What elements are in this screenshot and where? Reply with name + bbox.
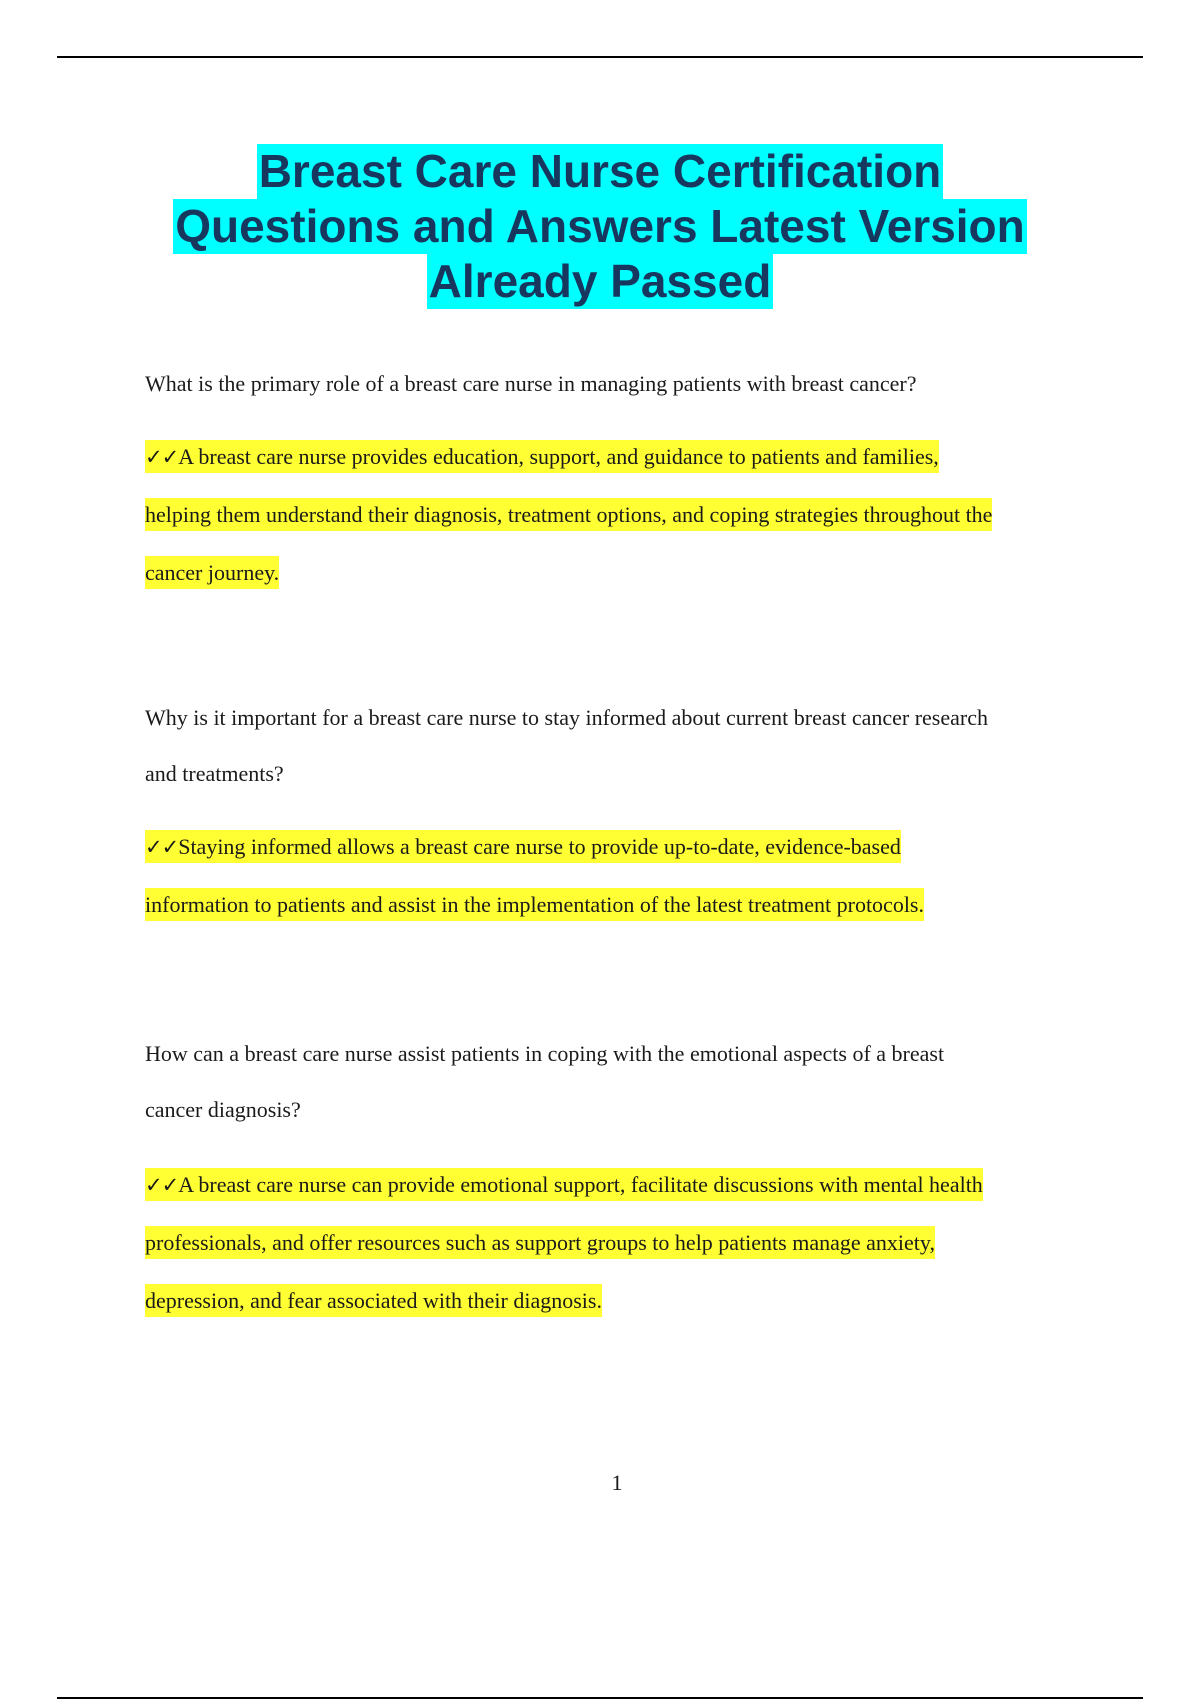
- title-line: Questions and Answers Latest Version: [175, 200, 1025, 252]
- answer: [145, 1156, 1085, 1330]
- question: [145, 690, 1085, 802]
- answer-line: depression, and fear associated with their diagnosis.: [145, 1284, 602, 1317]
- title-line: Breast Care Nurse Certification: [258, 145, 942, 197]
- answer-line: ✓✓Staying informed allows a breast care nurse to provide up-to-date, evidence-based: [145, 830, 901, 863]
- question-line: What is the primary role of a breast care nurse in managing patients with breast cancer?: [145, 371, 917, 396]
- question-line: cancer diagnosis?: [145, 1097, 301, 1122]
- qa-block: [145, 690, 1085, 934]
- question-line: and treatments?: [145, 761, 284, 786]
- footer-rule: [57, 1697, 1143, 1699]
- document-title: [60, 144, 1140, 309]
- qa-block: [145, 356, 1085, 602]
- answer-line: helping them understand their diagnosis, treatment options, and coping strategies throughout the: [145, 498, 992, 531]
- header-rule: [57, 56, 1143, 58]
- answer-line: ✓✓A breast care nurse provides education, support, and guidance to patients and families,: [145, 440, 939, 473]
- answer-line: professionals, and offer resources such as support groups to help patients manage anxiety,: [145, 1226, 935, 1259]
- qa-block: [145, 1026, 1085, 1330]
- answer-line: cancer journey.: [145, 556, 279, 589]
- check-icon: ✓✓: [145, 835, 179, 859]
- question: [145, 356, 1085, 412]
- page-number: 1: [611, 1470, 623, 1495]
- answer: [145, 818, 1085, 934]
- title-line: Already Passed: [428, 255, 772, 307]
- question-line: Why is it important for a breast care nurse to stay informed about current breast cancer research: [145, 705, 988, 730]
- answer-line: information to patients and assist in the implementation of the latest treatment protocols.: [145, 888, 924, 921]
- answer-line: ✓✓A breast care nurse can provide emotional support, facilitate discussions with mental health: [145, 1168, 983, 1201]
- check-icon: ✓✓: [145, 445, 179, 469]
- question-line: How can a breast care nurse assist patients in coping with the emotional aspects of a breast: [145, 1041, 945, 1066]
- check-icon: ✓✓: [145, 1173, 179, 1197]
- answer: [145, 428, 1085, 602]
- question: [145, 1026, 1085, 1138]
